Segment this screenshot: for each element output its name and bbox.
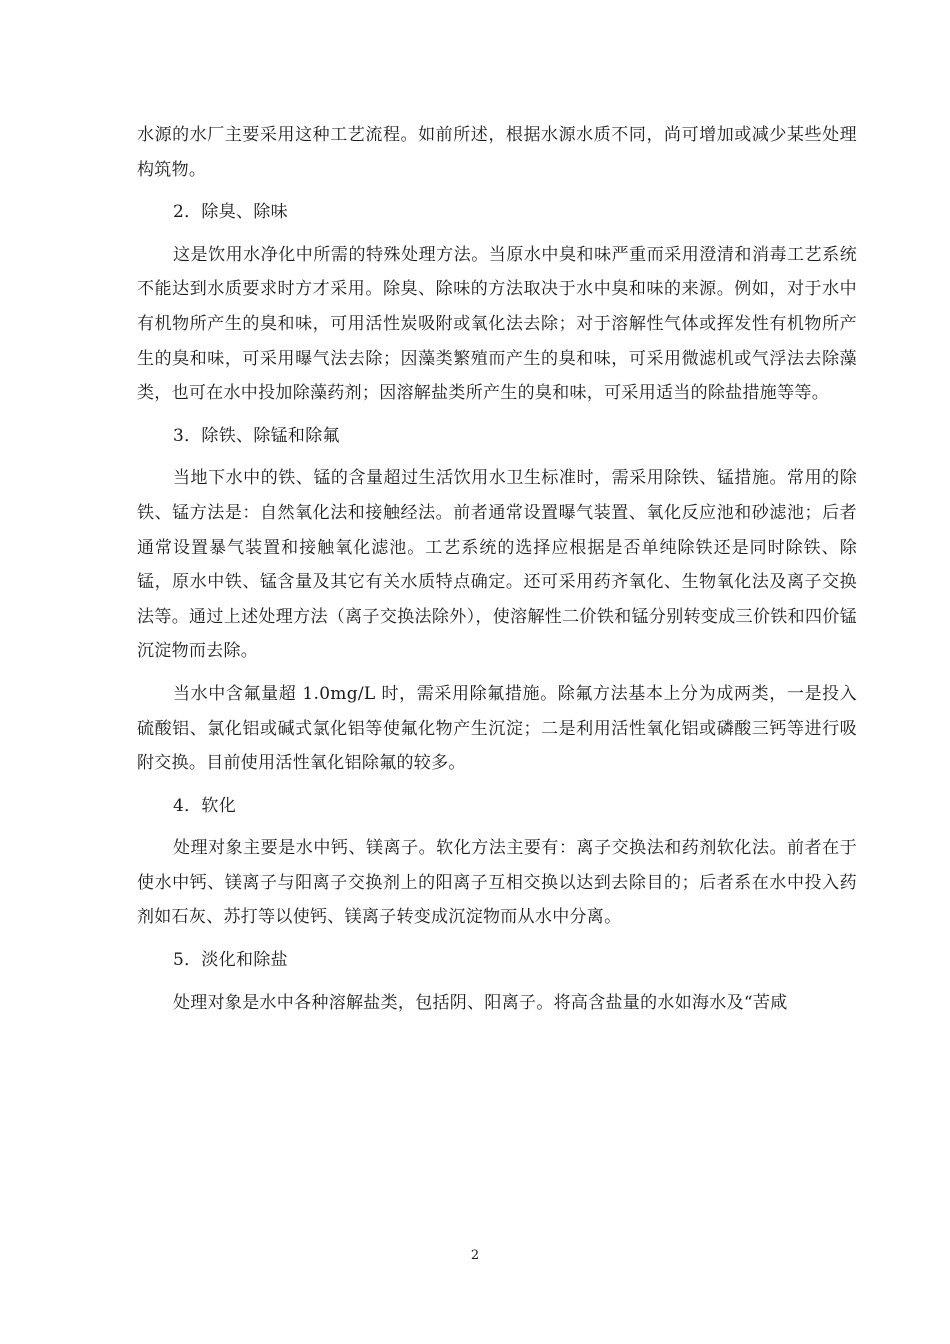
paragraph-fluoride: 当水中含氟量超 1.0mg/L 时，需采用除氟措施。除氟方法基本上分为成两类，一是投入硫酸铝、氯化铝或碱式氯化铝等使氟化物产生沉淀；二是利用活性氧化铝或磷酸三钙等进行吸附交换。目前使用活性氧化铝除氟的较多。: [137, 683, 857, 774]
document-body: [137, 118, 857, 1020]
page-number: 2: [470, 1248, 480, 1263]
section-heading-4: 4．软化: [173, 795, 237, 816]
section-heading-2: 2．除臭、除味: [173, 202, 288, 223]
paragraph-continued: 水源的水厂主要采用这种工艺流程。如前所述，根据水源水质不同，尚可增加或减少某些处理构筑物。: [137, 125, 857, 180]
section-heading-3: 3．除铁、除锰和除氟: [173, 425, 340, 446]
paragraph-softening: 处理对象主要是水中钙、镁离子。软化方法主要有：离子交换法和药剂软化法。前者在于使水中钙、镁离子与阳离子交换剂上的阳离子互相交换以达到去除目的；后者系在水中投入药剂如石灰、苏打等以使钙、镁离子转变成沉淀物而从水中分离。: [137, 838, 857, 928]
paragraph-iron-manganese: 当地下水中的铁、锰的含量超过生活饮用水卫生标准时，需采用除铁、锰措施。常用的除铁、锰方法是：自然氧化法和接触经法。前者通常设置曝气装置、氧化反应池和砂滤池；后者通常设置暴气装置和接触氧化滤池。工艺系统的选择应根据是否单纯除铁还是同时除铁、除锰，原水中铁、锰含量及其它有关水质特点确定。还可采用药齐氧化、生物氧化法及离子交换法等。通过上述处理方法（离子交换法除外），使溶解性二价铁和锰分别转变成三价铁和四价锰沉淀物而去除。: [137, 468, 857, 662]
paragraph-desalination: 处理对象是水中各种溶解盐类，包括阴、阳离子。将高含盐量的水如海水及“苦咸: [173, 992, 788, 1013]
paragraph-deodorization: 这是饮用水净化中所需的特殊处理方法。当原水中臭和味严重而采用澄清和消毒工艺系统不能达到水质要求时方才采用。除臭、除味的方法取决于水中臭和味的来源。例如，对于水中有机物所产生的臭和味，可用活性炭吸附或氧化法去除；对于溶解性气体或挥发性有机物所产生的臭和味，可采用曝气法去除；因藻类繁殖而产生的臭和味，可采用微滤机或气浮法去除藻类，也可在水中投加除藻药剂；因溶解盐类所产生的臭和味，可采用适当的除盐措施等等。: [137, 244, 857, 404]
section-heading-5: 5．淡化和除盐: [173, 950, 288, 971]
